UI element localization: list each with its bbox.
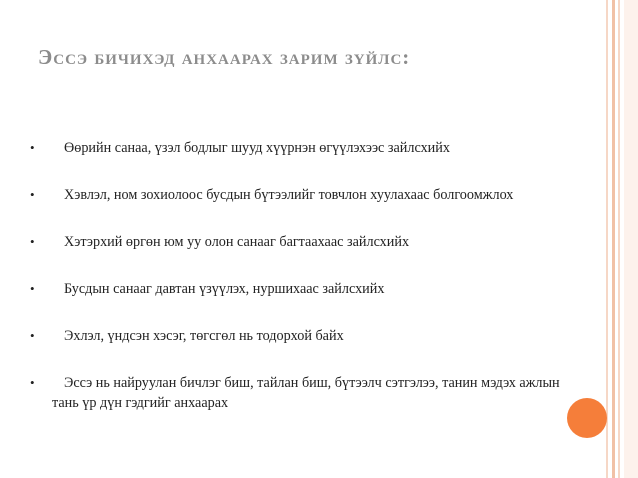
bullet-text: Эссэ нь найруулан бичлэг биш, тайлан биш, бүтээлч сэтгэлээ, танин мэдэх ажлын тань үр дүн гэдгийг анхаарах: [52, 375, 560, 411]
bullet-dot-icon: •: [30, 281, 35, 296]
bullet-item: [30, 373, 578, 413]
bullet-item: [30, 138, 578, 158]
bullet-text: Хэтэрхий өргөн юм уу олон санааг багтаахаас зайлсхийх: [64, 234, 410, 250]
bullet-item: [30, 185, 578, 205]
bullet-dot-icon: •: [30, 187, 35, 202]
edge-stripe-decoration: [612, 0, 615, 478]
bullet-dot-icon: •: [30, 328, 35, 343]
bullet-list: [30, 138, 578, 440]
bullet-text: Өөрийн санаа, үзэл бодлыг шууд хүүрнэн өгүүлэхээс зайлсхийх: [64, 140, 450, 156]
edge-stripe-decoration: [624, 0, 638, 478]
accent-circle-decoration: [567, 398, 607, 438]
edge-stripe-decoration: [618, 0, 620, 478]
bullet-dot-icon: •: [30, 375, 35, 390]
edge-stripe-decoration: [606, 0, 608, 478]
slide-title: Эссэ бичихэд анхаарах зарим зүйлс:: [38, 45, 411, 69]
bullet-item: [30, 326, 578, 346]
bullet-item: [30, 279, 578, 299]
bullet-text: Эхлэл, үндсэн хэсэг, төгсгөл нь тодорхой байх: [64, 328, 344, 344]
bullet-dot-icon: •: [30, 140, 35, 155]
bullet-item: [30, 232, 578, 252]
bullet-text: Бусдын санааг давтан үзүүлэх, нуршихаас зайлсхийх: [64, 281, 385, 297]
bullet-text: Хэвлэл, ном зохиолоос бусдын бүтээлийг товчлон хуулахаас болгоомжлох: [64, 187, 514, 203]
bullet-dot-icon: •: [30, 234, 35, 249]
